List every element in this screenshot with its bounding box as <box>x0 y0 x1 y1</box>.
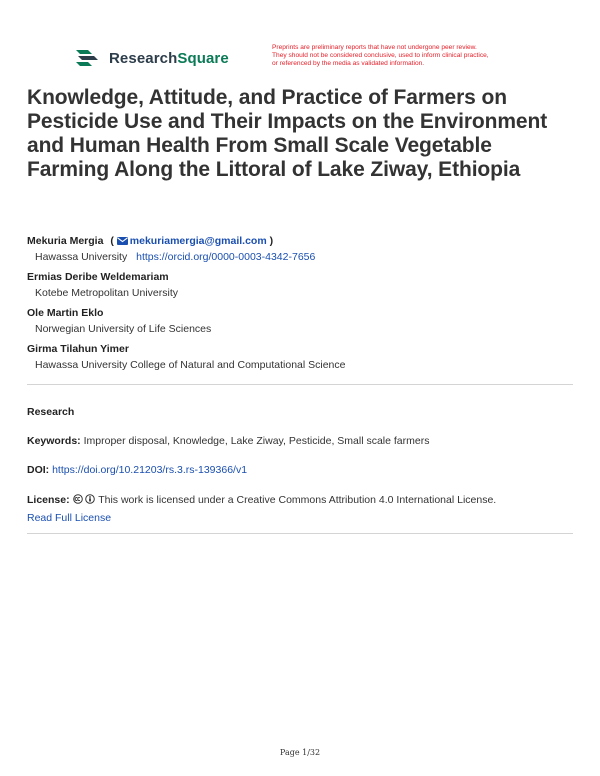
brand-research: Research <box>109 49 178 67</box>
keywords-value: Improper disposal, Knowledge, Lake Ziway, Pesticide, Small scale farmers <box>83 435 430 447</box>
doi-row <box>27 462 573 478</box>
doi-label: DOI: <box>27 464 50 476</box>
author-name: Ole Martin Eklo <box>27 307 104 319</box>
page-number: Page 1/32 <box>279 748 321 757</box>
paper-title: Knowledge, Attitude, and Practice of Farmers on Pesticide Use and Their Impacts on the Environment and Human Health From Small Scale Vegetable Farming Along the Littoral of Lake Ziway, Ethiopia <box>27 86 548 181</box>
license-label: License: <box>27 494 70 506</box>
brand-square: Square <box>177 49 229 67</box>
email-paren-open: ( <box>110 235 114 247</box>
author-name: Girma Tilahun Yimer <box>27 343 129 355</box>
read-license-row <box>27 510 573 526</box>
author-email-text: mekuriamergia@gmail.com <box>129 235 267 247</box>
author-affiliation: Kotebe Metropolitan University <box>35 287 178 299</box>
research-square-logo[interactable] <box>74 46 229 70</box>
article-type <box>27 404 573 420</box>
author-name <box>27 233 573 249</box>
email-paren-close: ) <box>269 235 274 247</box>
author-affiliation <box>27 249 573 269</box>
affiliation-text: Hawassa University <box>35 251 128 263</box>
research-square-logo-icon <box>74 46 102 70</box>
license-text: This work is licensed under a Creative Commons Attribution 4.0 International License. <box>98 494 497 506</box>
header <box>74 46 229 74</box>
keywords-row <box>27 433 573 449</box>
doi-link[interactable]: https://doi.org/10.21203/rs.3.rs-139366/v1 <box>52 464 248 476</box>
author-list <box>27 233 573 377</box>
cc-by-icon <box>85 494 95 504</box>
author-name: Ermias Deribe Weldemariam <box>27 271 169 283</box>
article-type-text: Research <box>27 406 75 418</box>
license-row <box>27 492 573 508</box>
author-email-link[interactable] <box>117 235 270 247</box>
disclaimer-line: They should not be considered conclusive, used to inform clinical practice, <box>272 52 489 60</box>
mail-icon <box>117 237 128 245</box>
read-full-license-link[interactable]: Read Full License <box>27 512 112 524</box>
brand-name <box>109 50 229 67</box>
disclaimer-line: Preprints are preliminary reports that have not undergone peer review. <box>272 44 477 51</box>
author-affiliation: Hawassa University College of Natural and Computational Science <box>35 359 346 371</box>
divider <box>27 384 573 385</box>
preprint-disclaimer <box>272 44 544 69</box>
author-affiliation: Norwegian University of Life Sciences <box>35 323 212 335</box>
orcid-link[interactable]: https://orcid.org/0000-0003-4342-7656 <box>136 251 316 263</box>
divider <box>27 533 573 534</box>
keywords-label: Keywords: <box>27 435 81 447</box>
cc-icon <box>73 494 83 504</box>
disclaimer-line: or referenced by the media as validated information. <box>272 60 425 68</box>
author-name-text: Mekuria Mergia <box>27 235 104 247</box>
